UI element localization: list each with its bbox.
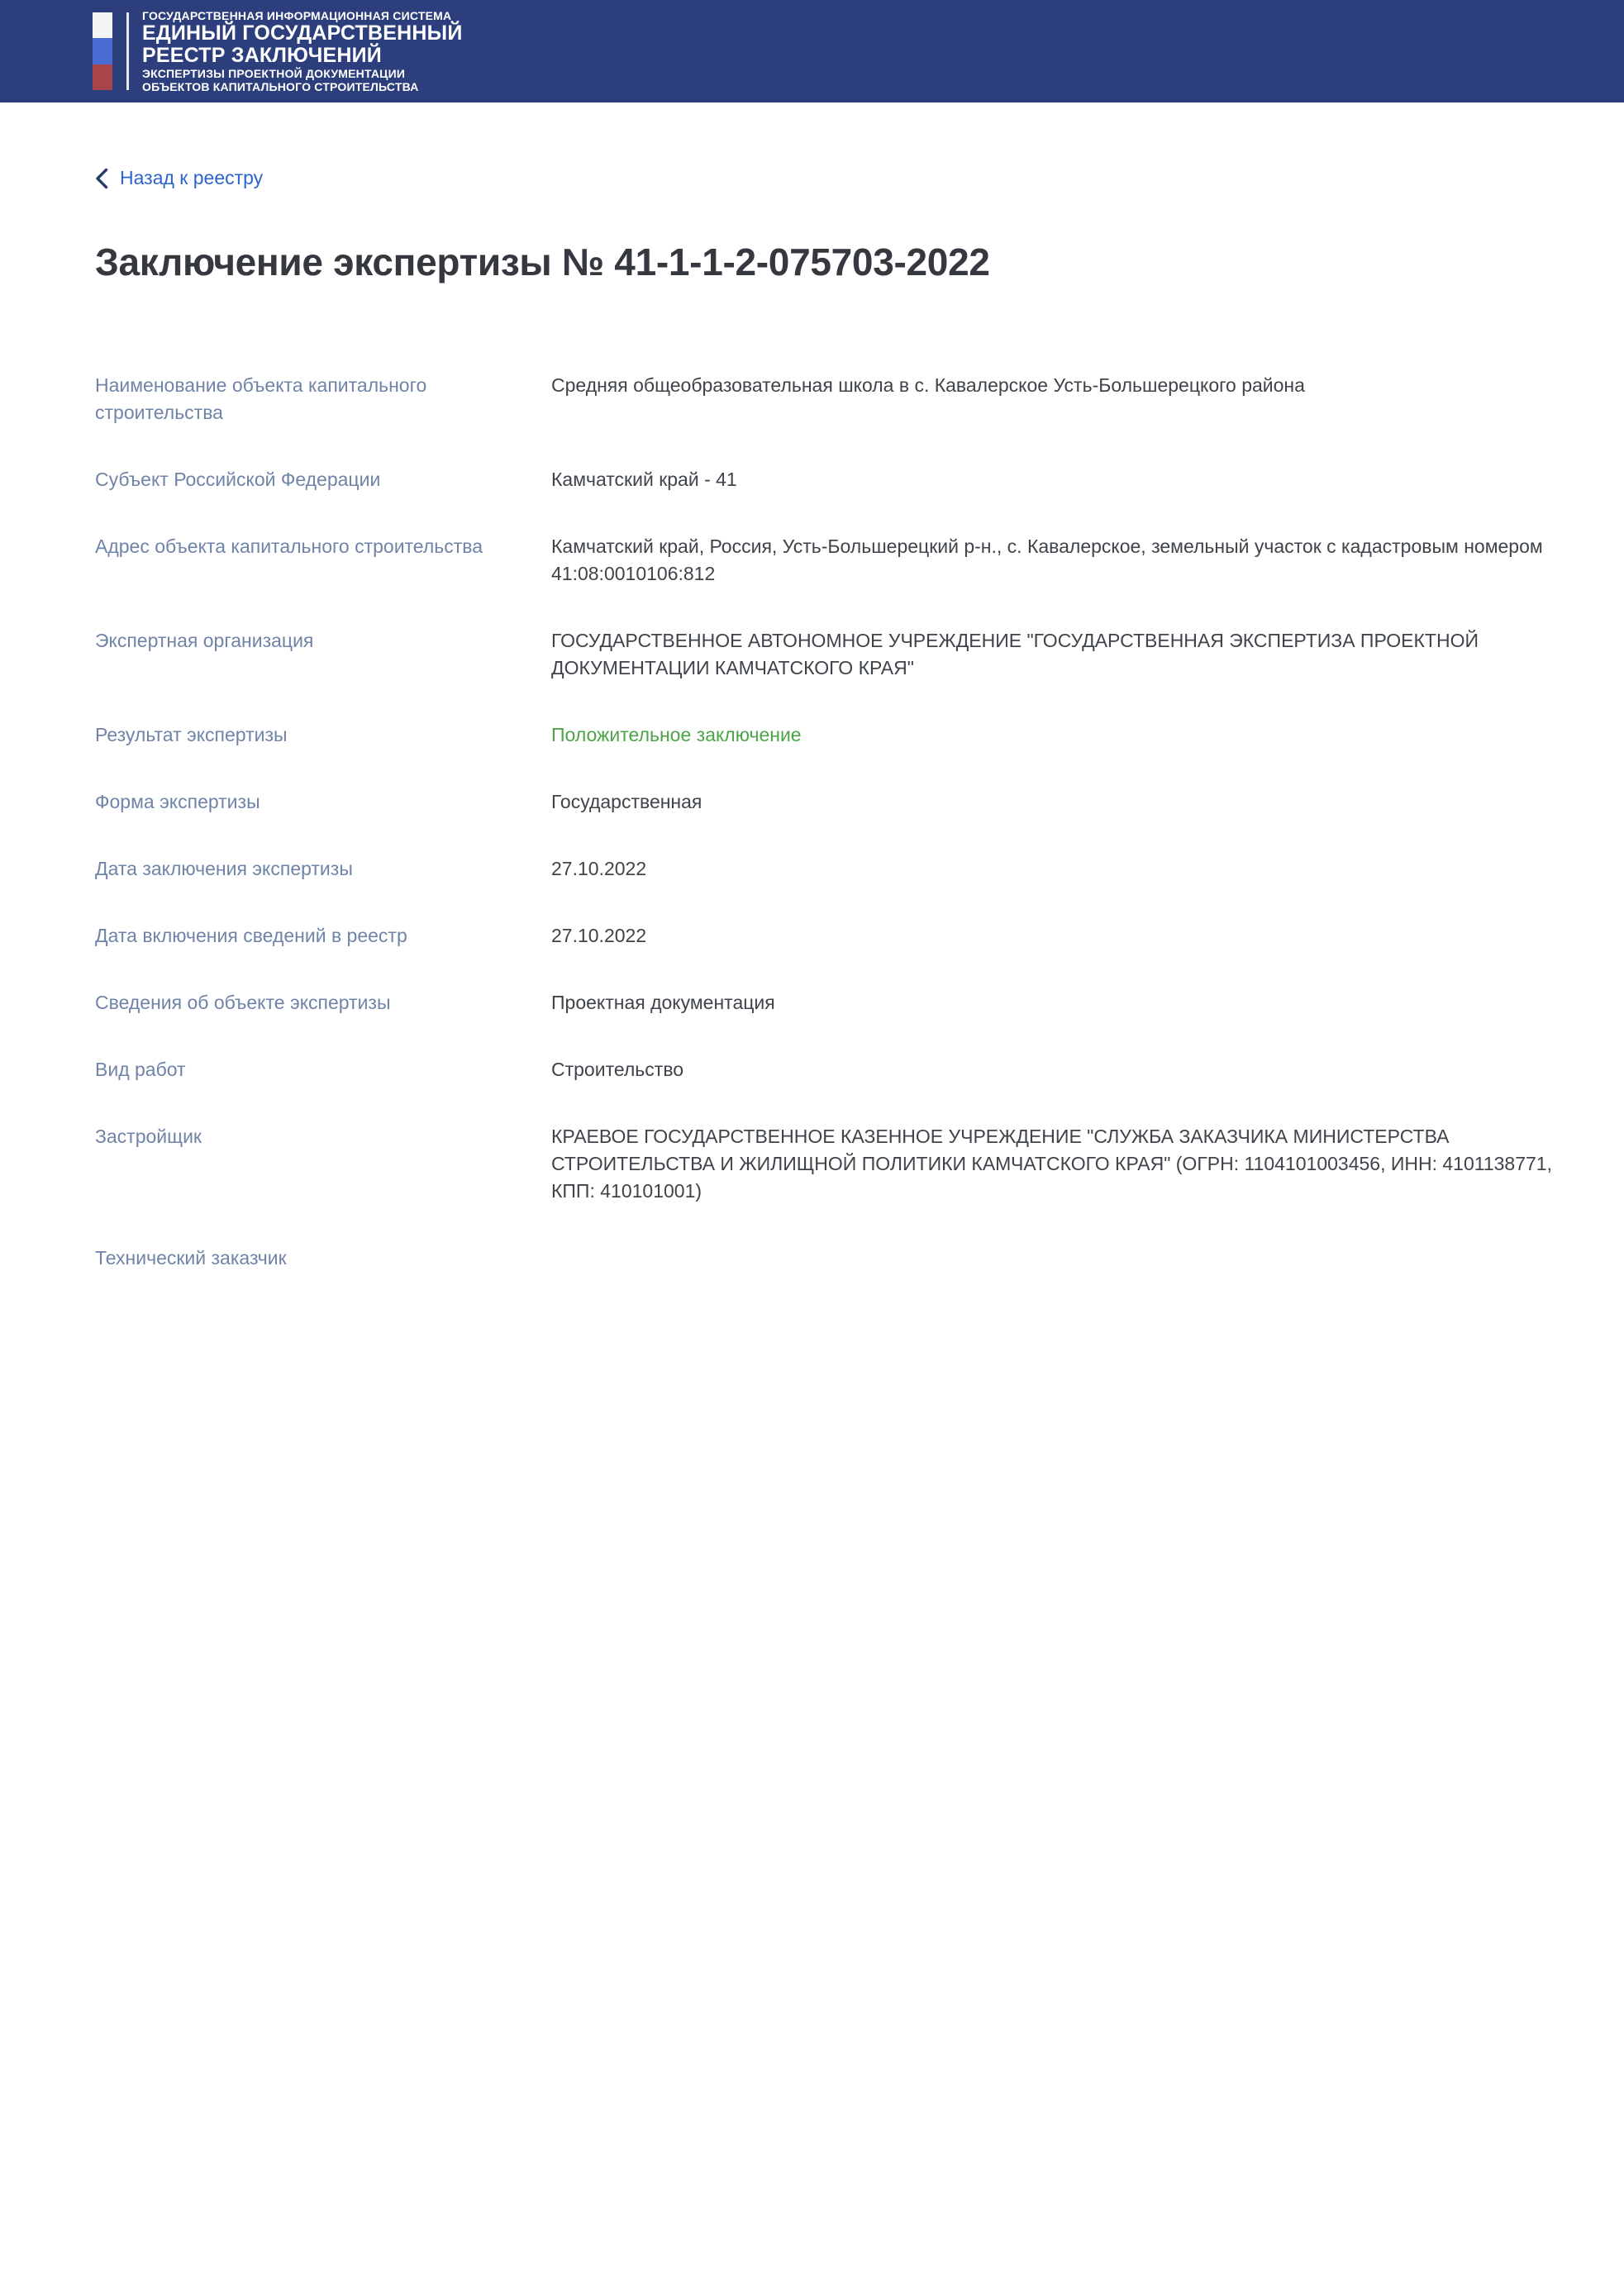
back-link-label: Назад к реестру — [120, 167, 264, 188]
field-value: КРАЕВОЕ ГОСУДАРСТВЕННОЕ КАЗЕННОЕ УЧРЕЖДЕНИЕ "СЛУЖБА ЗАКАЗЧИКА МИНИСТЕРСТВА СТРОИТЕЛЬСТВА И ЖИЛИЩНОЙ ПОЛИТИКИ КАМЧАТСКОГО КРАЯ" (ОГРН: 1104101003456, ИНН: 4101138771, КПП: 410101001) — [551, 1125, 1552, 1202]
field-value: Строительство — [551, 1058, 684, 1080]
registry-name-line2: РЕЕСТР ЗАКЛЮЧЕНИЙ — [142, 44, 382, 67]
field-value: ГОСУДАРСТВЕННОЕ АВТОНОМНОЕ УЧРЕЖДЕНИЕ "ГОСУДАРСТВЕННАЯ ЭКСПЕРТИЗА ПРОЕКТНОЙ ДОКУМЕНТАЦИИ КАМЧАТСКОГО КРАЯ" — [551, 629, 1479, 678]
gis-system-label: ГОСУДАРСТВЕННАЯ ИНФОРМАЦИОННАЯ СИСТЕМА — [142, 9, 452, 22]
chevron-left-icon — [95, 168, 108, 189]
back-to-registry-link[interactable] — [95, 167, 263, 189]
field-row — [95, 721, 1577, 749]
field-value — [551, 1245, 1577, 1272]
page-title: Заключение экспертизы № 41-1-1-2-075703-2022 — [95, 240, 990, 283]
field-row — [95, 372, 1577, 426]
registry-subtitle-line1: ЭКСПЕРТИЗЫ ПРОЕКТНОЙ ДОКУМЕНТАЦИИ — [142, 67, 406, 80]
field-label: Наименование объекта капитального строительства — [95, 374, 427, 423]
field-label: Адрес объекта капитального строительства — [95, 535, 483, 557]
field-label: Дата включения сведений в реестр — [95, 924, 407, 946]
field-row — [95, 1123, 1577, 1205]
field-label: Форма экспертизы — [95, 790, 260, 812]
registry-subtitle-line2: ОБЪЕКТОВ КАПИТАЛЬНОГО СТРОИТЕЛЬСТВА — [142, 80, 419, 93]
field-value: 27.10.2022 — [551, 857, 647, 879]
field-label: Экспертная организация — [95, 629, 314, 651]
field-row — [95, 466, 1577, 493]
banner-divider — [126, 12, 129, 90]
field-label: Результат экспертизы — [95, 723, 288, 745]
field-value: Камчатский край - 41 — [551, 468, 737, 490]
flag-stripe-blue — [93, 38, 112, 64]
field-label: Технический заказчик — [95, 1246, 287, 1269]
field-value: Проектная документация — [551, 991, 775, 1013]
field-row — [95, 855, 1577, 883]
field-label: Вид работ — [95, 1058, 186, 1080]
field-value: Камчатский край, Россия, Усть-Большерецкий р-н., с. Кавалерское, земельный участок с кадастровым номером 41:08:0010106:812 — [551, 535, 1543, 584]
field-label: Сведения об объекте экспертизы — [95, 991, 391, 1013]
flag-stripe-red — [93, 64, 112, 90]
banner-logo-text — [142, 9, 463, 93]
header-banner — [0, 0, 1624, 102]
field-label: Дата заключения экспертизы — [95, 857, 353, 879]
field-row — [95, 533, 1577, 588]
conclusion-detail-page — [0, 102, 1624, 1272]
field-row — [95, 788, 1577, 816]
field-row — [95, 922, 1577, 950]
field-value: Государственная — [551, 790, 702, 812]
registry-name-line1: ЕДИНЫЙ ГОСУДАРСТВЕННЫЙ — [142, 21, 463, 45]
field-label: Субъект Российской Федерации — [95, 468, 381, 490]
field-value: Положительное заключение — [551, 723, 802, 745]
russian-flag-icon — [93, 12, 112, 90]
field-row — [95, 627, 1577, 682]
field-value: 27.10.2022 — [551, 924, 647, 946]
field-row — [95, 989, 1577, 1016]
field-label: Застройщик — [95, 1125, 202, 1147]
field-value: Средняя общеобразовательная школа в с. Кавалерское Усть-Большерецкого района — [551, 374, 1305, 396]
field-row — [95, 1245, 1577, 1272]
fields-list — [95, 372, 1577, 1272]
flag-stripe-white — [93, 12, 112, 38]
field-row — [95, 1056, 1577, 1083]
